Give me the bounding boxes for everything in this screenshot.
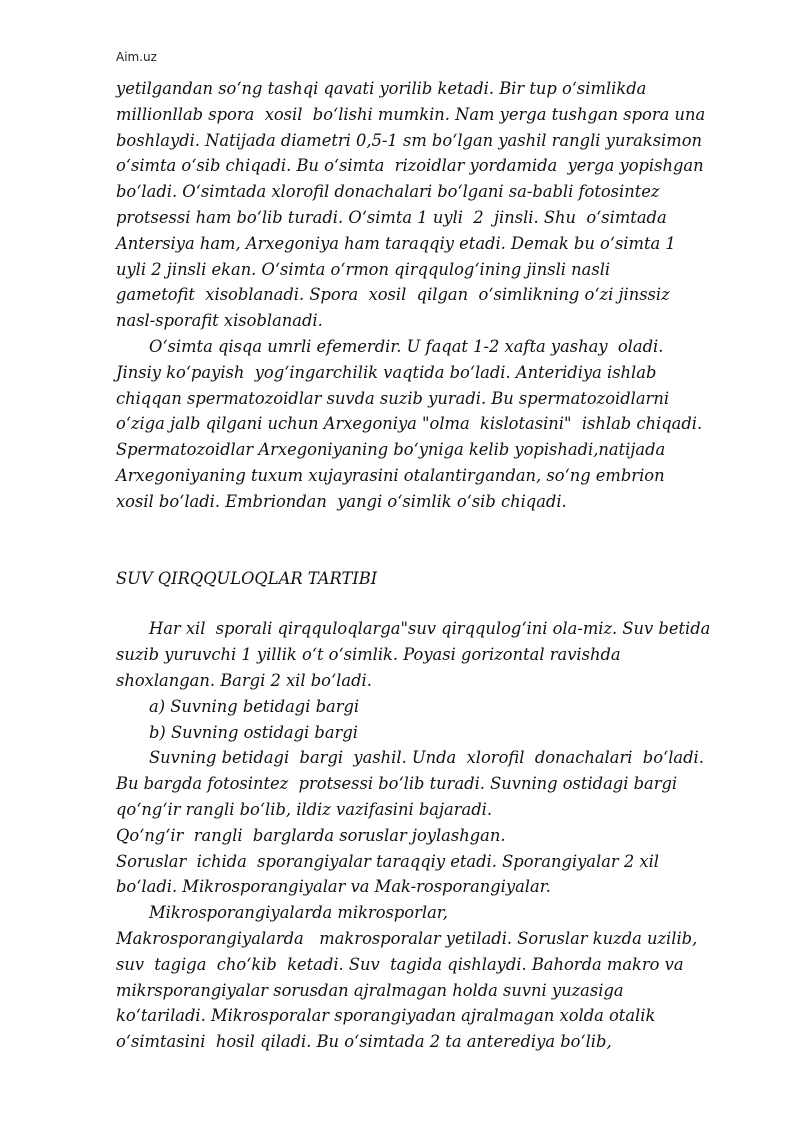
text-line: boshlaydi. Natijada diametri 0,5-1 sm bo‘lgan yashil rangli yuraksimon <box>116 130 702 150</box>
text-line: millionllab spora xosil bo‘lishi mumkin. Nam yerga tushgan spora una <box>116 104 706 124</box>
text-line: suv tagiga cho‘kib ketadi. Suv tagida qishlaydi. Bahorda makro va <box>116 954 684 974</box>
text-line: Antersiya ham, Arxegoniya ham taraqqiy etadi. Demak bu o‘simta 1 <box>116 233 676 253</box>
spacer <box>116 515 766 566</box>
text-line: Spermatozoidlar Arxegoniyaning bo‘yniga kelib yopishadi,natijada <box>116 440 666 460</box>
text-line: Makrosporangiyalarda makrosporalar yetiladi. Soruslar kuzda uzilib, <box>116 928 698 948</box>
text-line: O‘simta qisqa umrli efemerdir. U faqat 1-2 xafta yashay oladi. <box>149 336 664 356</box>
section-heading: SUV QIRQQULOQLAR TARTIBI <box>116 568 378 588</box>
spacer <box>116 591 766 616</box>
document-body <box>116 76 766 1055</box>
text-line: Bu bargda fotosintez protsessi bo‘lib turadi. Suvning ostidagi bargi <box>116 774 678 794</box>
text-line: yetilgandan so‘ng tashqi qavati yorilib ketadi. Bir tup o‘simlikda <box>116 79 647 98</box>
text-line: Mikrosporangiyalarda mikrosporlar, <box>149 903 448 923</box>
text-line: bo‘ladi. O‘simtada xlorofil donachalari bo‘lgani sa-babli fotosintez <box>116 182 660 202</box>
list-item: b) Suvning ostidagi bargi <box>149 722 358 742</box>
text-line: Arxegoniyaning tuxum xujayrasini otalantirgandan, so‘ng embrion <box>116 465 665 485</box>
text-line: bo‘ladi. Mikrosporangiyalar va Mak-rosporangiyalar. <box>116 877 551 897</box>
text-line: Jinsiy ko‘payish yog‘ingarchilik vaqtida bo‘ladi. Anteridiya ishlab <box>116 362 657 382</box>
text-line: nasl-sporafit xisoblanadi. <box>116 311 323 331</box>
text-line: o‘simtasini hosil qiladi. Bu o‘simtada 2 ta anterediya bo‘lib, <box>116 1032 612 1052</box>
text-line: o‘simta o‘sib chiqadi. Bu o‘simta rizoidlar yordamida yerga yopishgan <box>116 156 704 176</box>
text-line: qo‘ng‘ir rangli bo‘lib, ildiz vazifasini bajaradi. <box>116 799 493 819</box>
text-line: protsessi ham bo‘lib turadi. O‘simta 1 uyli 2 jinsli. Shu o‘simtada <box>116 207 667 227</box>
text-line: gametofit xisoblanadi. Spora xosil qilgan o‘simlikning o‘zi jinssiz <box>116 285 670 305</box>
text-line: mikrsporangiyalar sorusdan ajralmagan holda suvni yuzasiga <box>116 980 624 1000</box>
text-line: chiqqan spermatozoidlar suvda suzib yuradi. Bu spermatozoidlarni <box>116 388 670 408</box>
site-header: Aim.uz <box>116 50 157 64</box>
text-line: xosil bo‘ladi. Embriondan yangi o‘simlik o‘sib chiqadi. <box>116 491 567 511</box>
text-line: Suvning betidagi bargi yashil. Unda xlorofil donachalari bo‘ladi. <box>149 748 704 768</box>
text-line: Qo‘ng‘ir rangli barglarda soruslar joylashgan. <box>116 825 506 845</box>
list-item: a) Suvning betidagi bargi <box>149 696 360 716</box>
text-line: ko‘tariladi. Mikrosporalar sporangiyadan ajralmagan xolda otalik <box>116 1006 656 1026</box>
text-line: shoxlangan. Bargi 2 xil bo‘ladi. <box>116 670 372 690</box>
text-line: Har xil sporali qirqquloqlarga"suv qirqqulog‘ini ola-miz. Suv betida <box>149 619 711 639</box>
text-line: Soruslar ichida sporangiyalar taraqqiy etadi. Sporangiyalar 2 xil <box>116 851 660 871</box>
text-line: o‘ziga jalb qilgani uchun Arxegoniya "olma kislotasini" ishlab chiqadi. <box>116 414 703 434</box>
text-line: suzib yuruvchi 1 yillik o‘t o‘simlik. Poyasi gorizontal ravishda <box>116 645 621 665</box>
text-line: uyli 2 jinsli ekan. O‘simta o‘rmon qirqqulog‘ining jinsli nasli <box>116 259 611 279</box>
